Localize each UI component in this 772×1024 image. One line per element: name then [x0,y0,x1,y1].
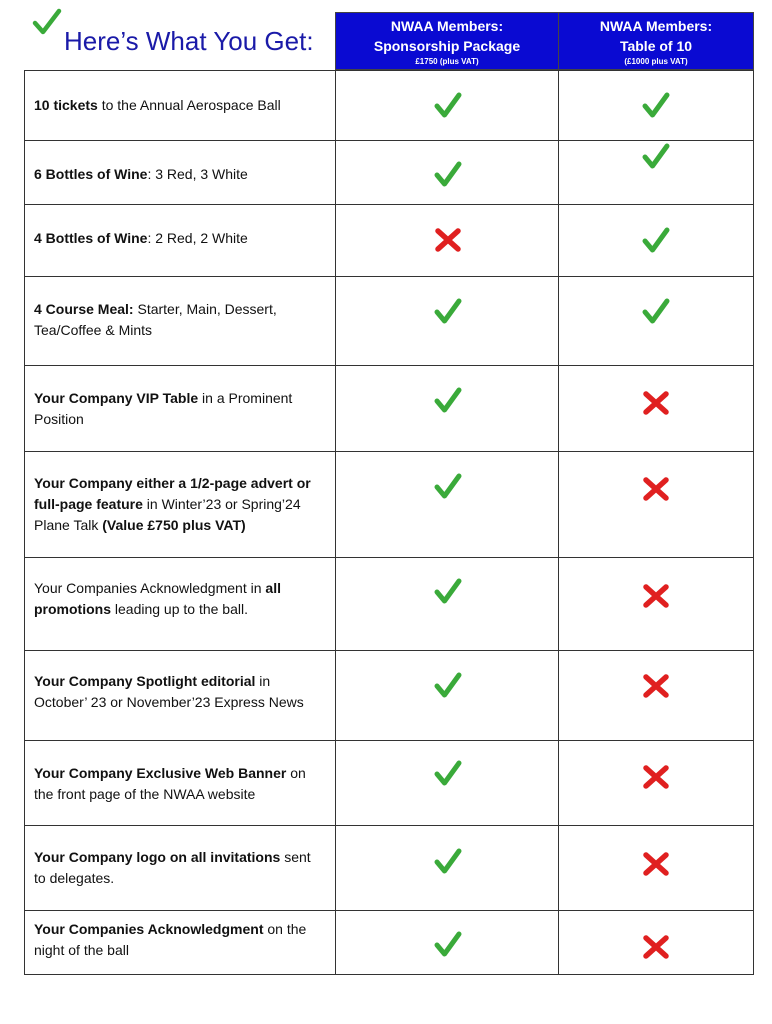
check-icon [641,90,671,120]
table-row [24,910,754,975]
check-icon [433,758,463,788]
benefit-text-bold: Your Company either a 1/2-page advert or full-page feature [34,475,311,512]
check-icon [433,670,463,700]
benefit-description [34,473,326,536]
page-header [30,14,314,58]
benefit-text-bold: Your Companies Acknowledgment [34,921,264,937]
table-of-10-cell [558,452,754,557]
benefit-text-bold: Your Company Spotlight editorial [34,673,256,689]
table-row [24,276,754,365]
benefit-cell [24,741,336,825]
table-row [24,204,754,276]
benefit-cell [24,452,336,557]
table-row [24,70,754,140]
cross-icon [641,932,671,962]
check-icon [433,90,463,120]
table-of-10-cell [558,741,754,825]
column-header-price: £1750 (plus VAT) [415,57,479,66]
benefit-description [34,388,326,430]
column-header-table-of-10 [558,12,754,70]
benefit-text: to the Annual Aerospace Ball [97,97,281,113]
benefit-description [34,228,326,249]
sponsorship-package-cell [335,558,559,650]
benefit-text-bold: Your Company logo on all invitations [34,849,281,865]
benefit-cell [24,71,336,140]
column-header-package-name: Table of 10 [619,38,693,54]
cross-icon [641,474,671,504]
benefit-cell [24,826,336,910]
cross-icon [641,762,671,792]
column-header-sponsorship [335,12,559,70]
sponsorship-package-cell [335,452,559,557]
benefit-text: on the night of the ball [34,921,307,958]
cross-icon [641,849,671,879]
table-of-10-cell [558,141,754,204]
benefit-text: in a Prominent Position [34,390,293,427]
benefit-description [34,578,326,620]
benefit-text: leading up to the ball. [111,601,248,617]
benefit-cell [24,651,336,740]
benefit-text: in Winter’23 or Spring’24 Plane Talk [34,496,301,533]
sponsorship-package-cell [335,277,559,365]
benefit-text-bold: 4 Course Meal: [34,301,134,317]
benefit-text-bold: (Value £750 plus VAT) [102,517,246,533]
table-of-10-cell [558,911,754,974]
check-icon [641,225,671,255]
column-header-line: NWAA Members: [599,18,713,34]
column-header-price: (£1000 plus VAT) [624,57,688,66]
sponsorship-package-cell [335,651,559,740]
benefit-text-bold: Your Company VIP Table [34,390,199,406]
benefit-description [34,919,326,961]
table-of-10-cell [558,277,754,365]
table-of-10-cell [558,826,754,910]
benefit-cell [24,141,336,204]
table-row [24,825,754,910]
table-row [24,451,754,557]
table-of-10-cell [558,71,754,140]
benefit-cell [24,366,336,451]
table-row [24,740,754,825]
benefit-text-bold: Your Company Exclusive Web Banner [34,765,287,781]
benefit-text-bold: 4 Bottles of Wine [34,230,148,246]
check-icon [433,471,463,501]
benefit-text: : 2 Red, 2 White [147,230,248,246]
cross-icon [641,671,671,701]
check-icon [641,141,671,171]
table-row [24,650,754,740]
sponsorship-package-cell [335,71,559,140]
benefit-description [34,95,326,116]
check-icon [433,929,463,959]
sponsorship-package-cell [335,366,559,451]
benefit-text-bold: 10 tickets [34,97,98,113]
check-icon [433,576,463,606]
check-icon [433,296,463,326]
benefit-text: : 3 Red, 3 White [147,166,248,182]
cross-icon [641,388,671,418]
check-icon [433,159,463,189]
table-of-10-cell [558,558,754,650]
sponsorship-package-cell [335,741,559,825]
table-of-10-cell [558,205,754,276]
benefit-cell [24,205,336,276]
column-header-package-name: Sponsorship Package [373,38,521,54]
sponsorship-package-cell [335,911,559,974]
check-icon [32,8,62,38]
benefit-cell [24,277,336,365]
table-row [24,557,754,650]
benefit-text-bold: all promotions [34,580,281,617]
benefit-text: Your Companies Acknowledgment in [34,580,266,596]
sponsorship-package-cell [335,205,559,276]
benefit-description [34,847,326,889]
check-icon [433,385,463,415]
sponsorship-package-cell [335,141,559,204]
cross-icon [433,225,463,255]
benefit-description [34,763,326,805]
column-header-line: NWAA Members: [390,18,504,34]
check-icon [433,846,463,876]
table-of-10-cell [558,366,754,451]
benefit-text-bold: 6 Bottles of Wine [34,166,148,182]
page-title: Here’s What You Get: [64,25,314,56]
benefit-text: Starter, Main, Dessert, Tea/Coffee & Mints [34,301,277,338]
table-row [24,140,754,204]
table-of-10-cell [558,651,754,740]
benefit-text: on the front page of the NWAA website [34,765,306,802]
benefit-text: sent to delegates. [34,849,311,886]
benefit-description [34,164,326,185]
benefit-description [34,299,326,341]
sponsorship-package-cell [335,826,559,910]
benefit-cell [24,911,336,974]
table-row [24,365,754,451]
benefit-description [34,671,326,713]
check-icon [641,296,671,326]
benefit-cell [24,558,336,650]
cross-icon [641,581,671,611]
benefit-text: in October’ 23 or November’23 Express News [34,673,304,710]
